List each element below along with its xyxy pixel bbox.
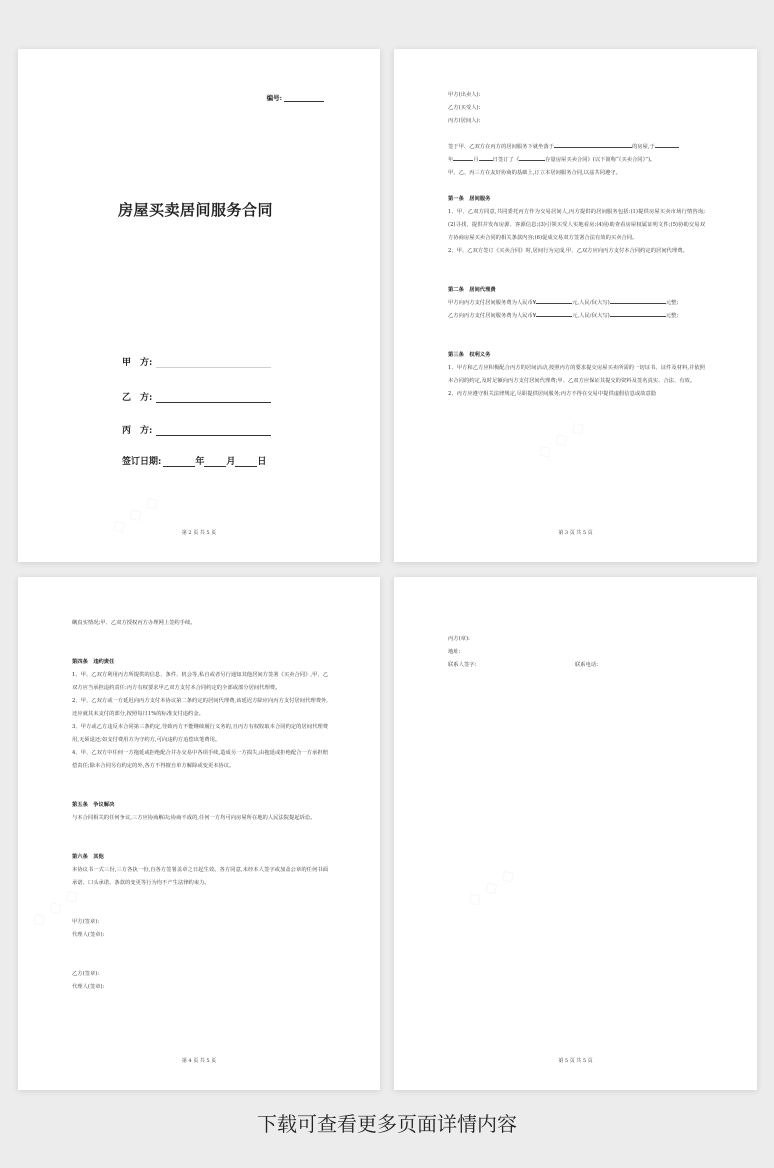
article-3-paragraph-2: 2、丙方应遵守相关法律规定,尽职提供居间服务;丙方不得在交易中提供虚假信息或故意隐 [448,391,657,397]
page-3-content [448,89,705,401]
blank [655,142,679,148]
article-2-paragraph-1 [448,297,705,310]
party-a-line: 甲方(出卖人): [448,92,481,98]
contract-number-field [267,93,324,102]
day-blank [235,457,257,467]
contract-number-blank [284,101,324,102]
article-4-title: 第四条 违约责任 [72,659,115,665]
year-blank [163,457,195,467]
page-4-content [72,617,328,994]
article-5-paragraph-1: 与本合同相关的任何争议,三方应协商解决;协商不成的,任何一方均可向房屋所在地的人民法院提起诉讼。 [72,815,316,821]
article-1-paragraph-1: 1、甲、乙双方同意,共同委托丙方作为交易居间人,丙方提供的居间服务包括:(1)提供房屋买卖市场行情咨询;(2)寻找、提供并发布房源、客源信息;(3)引领买受人实地看房;(4)协助查看房屋权属证明文件;(5)协助交易双方协商房屋买卖合同的相关条款内容;(6)促成交易双方签署合法有效的买卖合同。 [448,209,705,241]
article-2-paragraph-2 [448,310,705,323]
article-1-paragraph-2: 2、甲、乙双方签订《买卖合同》时,居间行为完成,甲、乙双方应向丙方支付本合同约定的居间代理费。 [448,248,688,254]
party-c-seal: 丙方(章): [448,636,470,642]
document-page-5 [394,577,757,1090]
sign-date-label: 签订日期: [122,457,162,467]
article-6-title: 第六条 其他 [72,854,104,860]
address-line: 地址: [448,649,461,655]
party-c-blank [156,426,271,436]
party-c-line: 丙方(居间人): [448,118,481,124]
article-4-paragraph-1: 1、甲、乙双方利用丙方所提供的信息、条件、机会等,私自或者另行通知其他居间方签署《买卖合同》,甲、乙双方应当承担违约责任:丙方有权要求甲乙双方支付本合同约定的全部或部分居间代理费。 [72,672,328,691]
fee-blank [610,311,666,317]
party-b-label: 乙 方: [122,393,153,403]
sign-date-field [122,454,266,467]
page-footer: 第 3 页 共 5 页 [558,530,593,536]
fee-text: 元,人民币(大写) [572,300,610,306]
party-b-field [122,390,271,403]
contract-title: 房屋买卖居间服务合同 [118,201,274,219]
intro-text: 月 [473,157,479,163]
article-2-title: 第二条 居间代理费 [448,287,496,293]
fee-blank [536,298,572,304]
contact-sign-label: 联系人签字: [448,662,477,668]
article-3-paragraph-1: 1、甲方和乙方应积极配合丙方的居间活动,按照丙方的要求提交房屋买卖所需的一切证书、证件及材料,并依照本合同的约定,及时足额向丙方支付居间代理费;甲、乙双方应保证其提交的资料及签名真实、合法、有效。 [448,365,705,384]
fee-text: 元整; [665,300,679,306]
intro-text: 签于甲、乙双方在丙方的居间服务下就坐落于 [448,144,554,150]
continued-paragraph: 瞒真实情况;甲、乙双方授权丙方办理网上签约手续。 [72,620,196,626]
intro-text: 甲、乙、丙三方在友好协商的基础上,订立本居间服务合同,以兹共同遵守。 [448,170,621,176]
address-blank [554,142,632,148]
month-blank [204,457,226,467]
watermark [533,415,589,463]
article-6-paragraph-1: 本协议书一式三份,三方各执一份,自各方签署盖章之日起生效。各方同意,未经本人签字或加盖公章的任何书面承诺、口头承诺、条款的变更等行为均不产生法律约束力。 [72,867,328,886]
article-4-paragraph-2: 2、甲、乙双方或一方延迟向丙方支付本协议第二条约定的居间代理费,该延迟方除应向丙方支付居间代理费外,还应就其未支付的部分,按照每日1%的标准支付违约金。 [72,698,328,717]
fee-blank [536,311,572,317]
blank [479,155,493,161]
intro-text: 年 [448,157,454,163]
article-4-paragraph-4: 4、甲、乙双方中任何一方拖延或拒绝配合并办交易中各项手续,造成另一方损失,由拖延或拒绝配合一方承担赔偿责任;除本合同另有约定的外,各方不得擅自单方解除或变更本协议。 [72,750,328,769]
year-label: 年 [195,457,205,467]
intro-text: 日签订了《 [492,157,520,163]
agent-a-signature: 代理人(签章): [72,932,105,938]
party-a-label: 甲 方: [122,358,153,368]
contact-phone-label: 联系电话: [575,662,598,668]
party-c-label: 丙 方: [122,426,153,436]
party-b-line: 乙方(买受人): [448,105,481,111]
party-b-blank [156,393,271,403]
contact-line [448,659,705,672]
page-footer: 第 2 页 共 5 页 [181,530,217,536]
document-page-3 [394,49,757,562]
blank [519,155,545,161]
fee-text: 乙方向丙方支付居间服务费为人民币¥ [448,313,537,319]
party-c-field [122,423,271,436]
fee-text: 元,人民币(大写) [572,313,610,319]
page-5-content [448,633,705,672]
intro-text: 的房屋,于 [631,144,655,150]
party-b-signature: 乙方(签章): [72,971,100,977]
intro-paragraph [448,141,705,180]
fee-text: 甲方向丙方支付居间服务费为人民币¥ [448,300,537,306]
article-1-title: 第一条 居间服务 [448,196,491,202]
download-caption: 下载可查看更多页面详情内容 [257,1112,517,1136]
contract-number-label: 编号: [266,94,282,102]
page-footer: 第 5 页 共 5 页 [558,1058,593,1064]
document-page-2 [18,49,380,562]
agent-b-signature: 代理人(签章): [72,984,105,990]
document-page-4 [18,577,380,1090]
party-a-field [122,355,271,368]
watermark [463,863,519,911]
month-label: 月 [226,457,236,467]
page-footer: 第 4 页 共 5 页 [181,1058,217,1064]
blank [453,155,473,161]
day-label: 日 [257,457,267,467]
article-5-title: 第五条 争议解决 [72,802,115,808]
party-a-signature: 甲方(签章): [72,919,100,925]
fee-blank [610,298,666,304]
party-a-blank [156,358,271,368]
article-4-paragraph-3: 3、甲方或乙方违反本合同第三条约定,导致丙方不能继续履行义务的,且丙方有权收取本合同约定的居间代理费用,无须退还;如支付费用方为守约方,可向违约方追偿该笔费用。 [72,724,328,743]
intro-text: 存量房屋买卖合同》(以下简称“《买卖合同》”)。 [545,157,656,163]
article-3-title: 第三条 权利义务 [448,352,491,358]
fee-text: 元整; [665,313,679,319]
